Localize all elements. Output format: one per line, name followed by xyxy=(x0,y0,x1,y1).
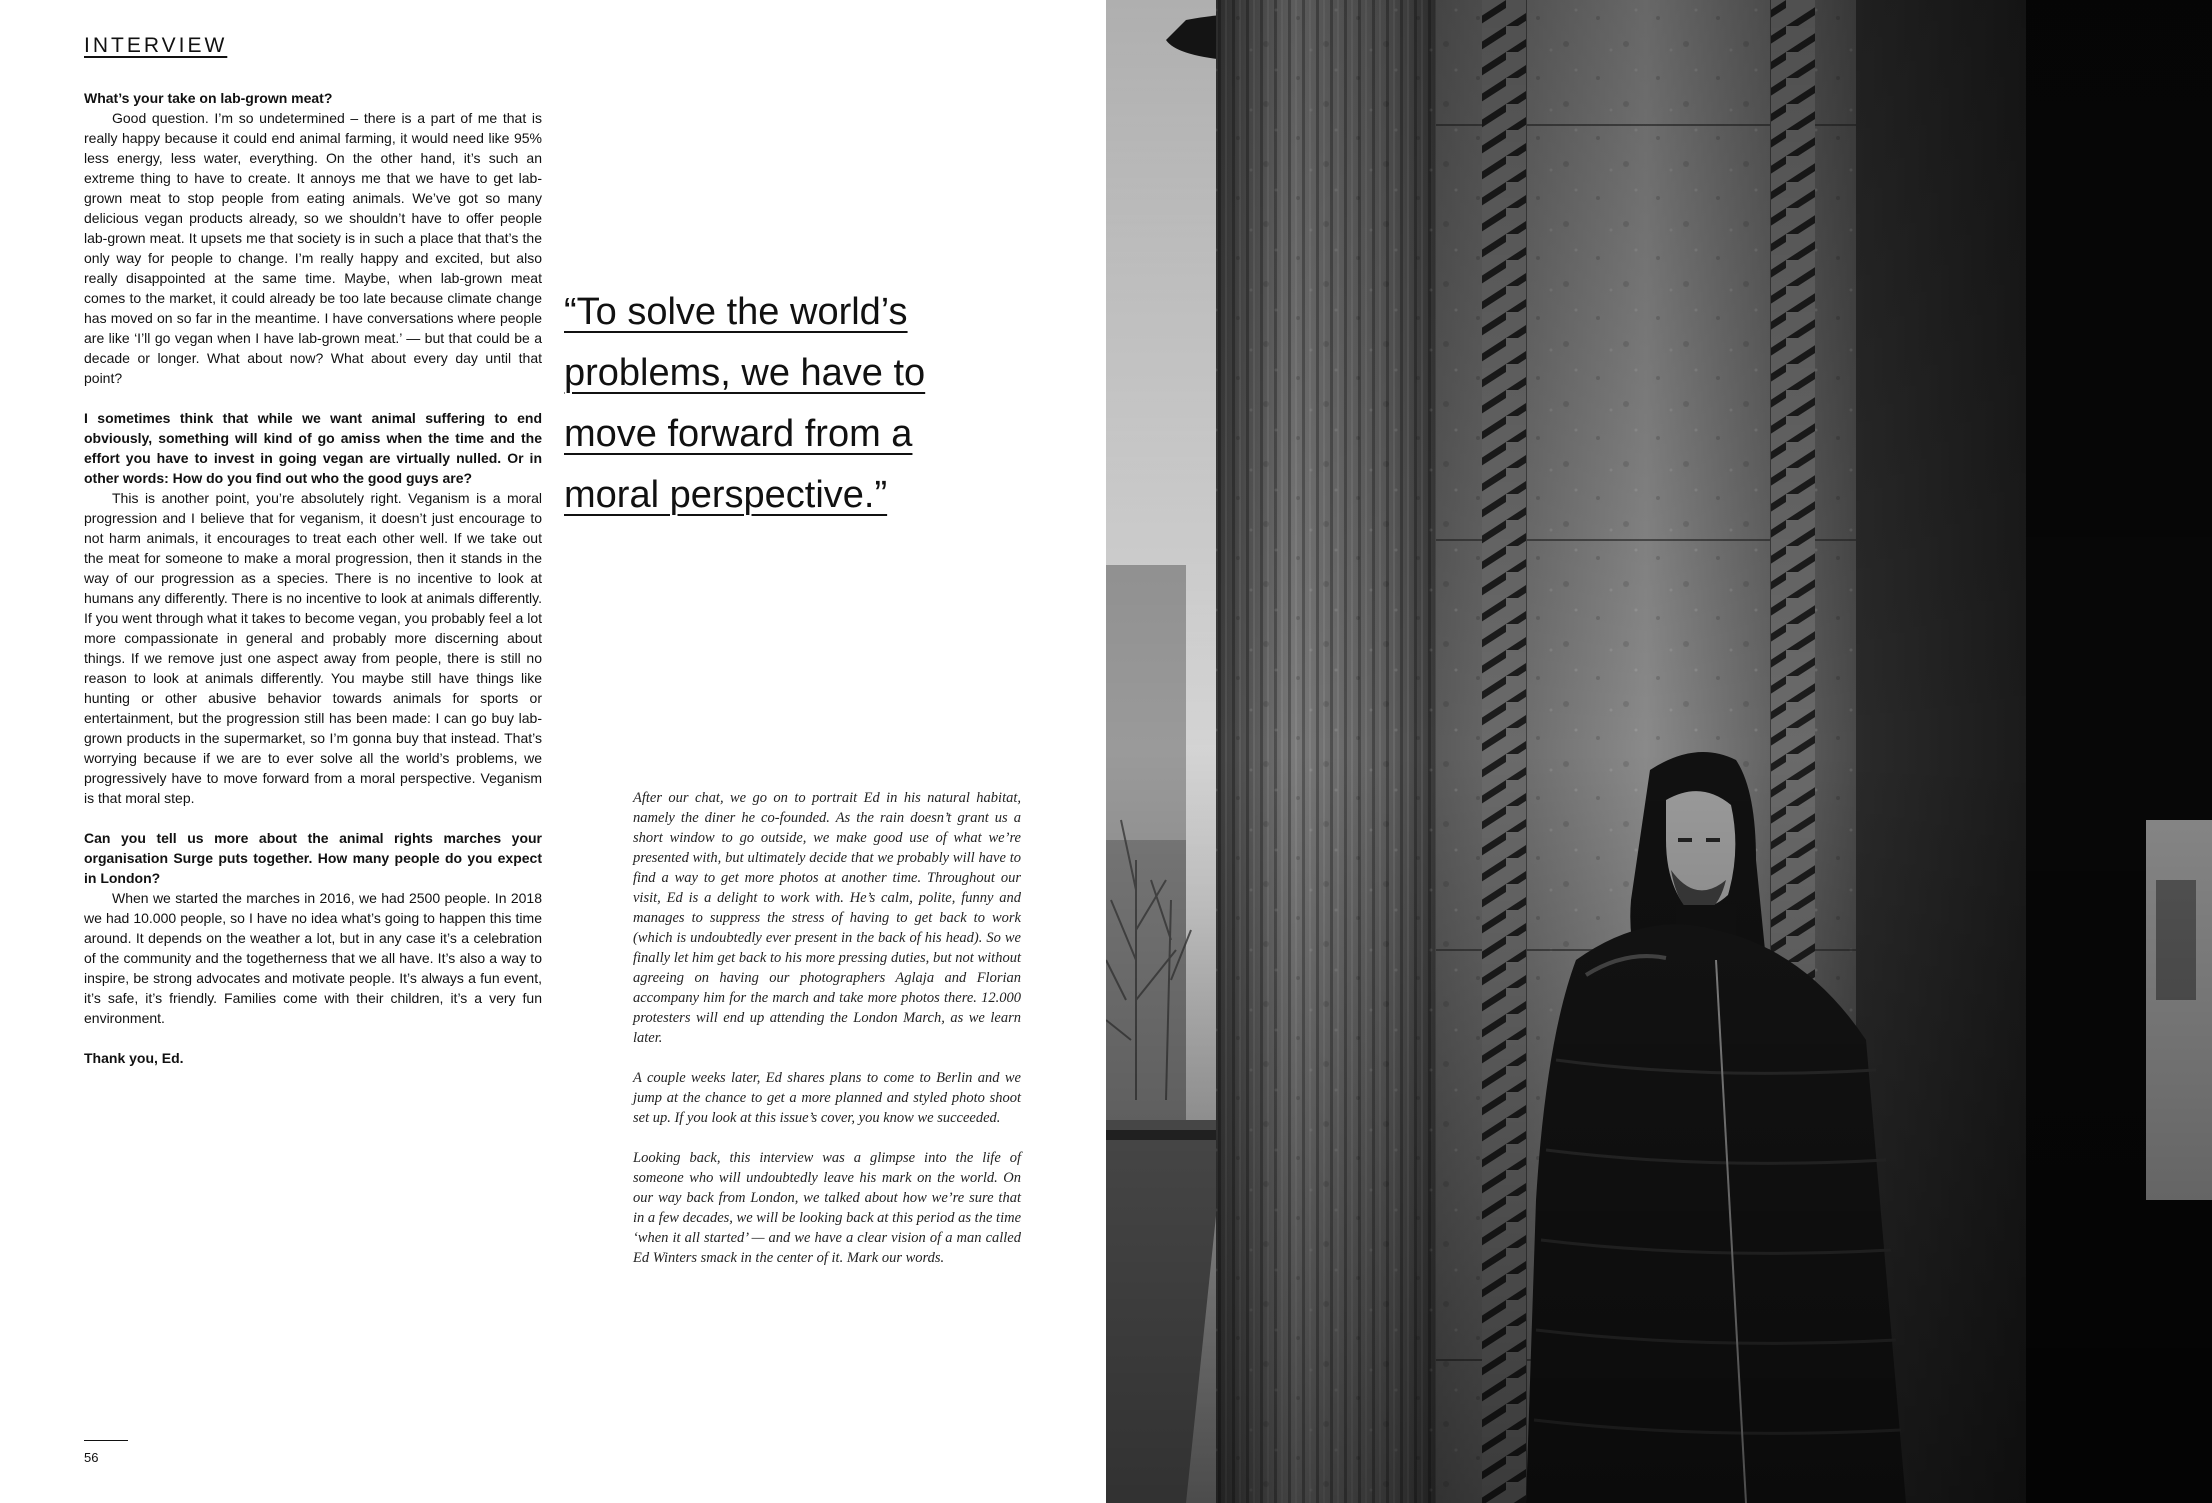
portrait-photo-illustration xyxy=(1106,0,2212,1503)
interview-column xyxy=(84,88,542,1068)
epilogue-paragraph: A couple weeks later, Ed shares plans to come to Berlin and we jump at the chance to get a more planned and styled photo shoot set up. If you look at this issue’s cover, you know we succeeded. xyxy=(633,1070,1021,1126)
interview-answer: Good question. I’m so undetermined – there is a part of me that is really happy because it could end animal farming, it would need like 95% less energy, less water, everything. On the other hand, it’s such an extreme thing to have to create. It annoys me that we have to get lab-grown meat to stop people from eating animals. We’ve got so many delicious vegan products already, so we shouldn’t have to offer people lab-grown meat. It upsets me that society is in such a place that that’s the only way for people to change. I’m really happy and excited, but also really disappointed at the same time. Maybe, when lab-grown meat comes to the market, it could already be too late because climate change has moved on so far in the meantime. I have conversations where people are like ‘I’ll go vegan when I have lab-grown meat.’ — but that could be a decade or longer. What about now? What about every day until that point? xyxy=(84,110,542,386)
interview-question: I sometimes think that while we want animal suffering to end obviously, something will kind of go amiss when the time and the effort you have to invest in going vegan are virtually nulled. Or in other words: How do you find out who the good guys are? xyxy=(84,410,542,486)
page-number: 56 xyxy=(84,1450,99,1465)
interview-question: What’s your take on lab-grown meat? xyxy=(84,90,333,106)
epilogue-paragraph: After our chat, we go on to portrait Ed in his natural habitat, namely the diner he co-founded. As the rain doesn’t grant us a short window to go outside, we make good use of what we’re presented with, but ultimately decide that we probably will have to find a way to get more photos at another time. Throughout our visit, Ed is a delight to work with. He’s calm, polite, funny and manages to suppress the stress of having to get back to work (which is undoubtedly ever present in the back of his head). So we finally let him get back to his more pressing duties, but not without agreeing on having our photographers Aglaja and Florian accompany him for the march and take more photos there. 12.000 protesters will end up attending the London March, as we learn later. xyxy=(633,790,1021,1046)
epilogue-paragraph: Looking back, this interview was a glimpse into the life of someone who will undoubtedly leave his mark on the world. On our way back from London, we talked about how we’re sure that in a few decades, we will be looking back at this period as the time ‘when it all started’ — and we have a clear vision of a man called Ed Winters smack in the center of it. Mark our words. xyxy=(633,1150,1021,1266)
epilogue-column xyxy=(633,788,1021,1288)
interview-question: Can you tell us more about the animal rights marches your organisation Surge puts together. How many people do you expect in London? xyxy=(84,830,542,886)
portrait-photo xyxy=(1106,0,2212,1503)
section-label: INTERVIEW xyxy=(84,34,228,57)
page-number-rule xyxy=(84,1440,128,1441)
closing-line: Thank you, Ed. xyxy=(84,1050,184,1066)
interview-answer: When we started the marches in 2016, we had 2500 people. In 2018 we had 10.000 people, so I have no idea what’s going to happen this time around. It depends on the weather a lot, but in any case it’s a celebration of the community and the togetherness that we all have. It’s also a way to inspire, be strong advocates and motivate people. It’s always a fun event, it’s safe, it’s friendly. Families come with their children, it’s a very fun environment. xyxy=(84,890,542,1026)
interview-answer: This is another point, you’re absolutely right. Veganism is a moral progression and I believe that for veganism, it doesn’t just encourage to not harm animals, it encourages to treat each other well. If we take out the meat for someone to make a moral progression, then it stands in the way of our progression as a species. There is no incentive to look at humans any differently. There is no incentive to look at animals differently. If you went through what it takes to become vegan, you probably feel a lot more compassionate in general and probably more discerning about things. If we remove just one aspect away from people, there is still no reason to look at animals differently. You maybe still have things like hunting or other abusive behavior towards animals for sports or entertainment, but the progression still has been made: I can go buy lab-grown products in the supermarket, so I’m gonna buy that instead. That’s worrying because if we are to ever solve all the world’s problems, we progressively have to move forward from a moral perspective. Veganism is that moral step. xyxy=(84,490,542,806)
pull-quote: “To solve the world’s problems, we have to move forward from a moral perspective.” xyxy=(564,291,926,516)
